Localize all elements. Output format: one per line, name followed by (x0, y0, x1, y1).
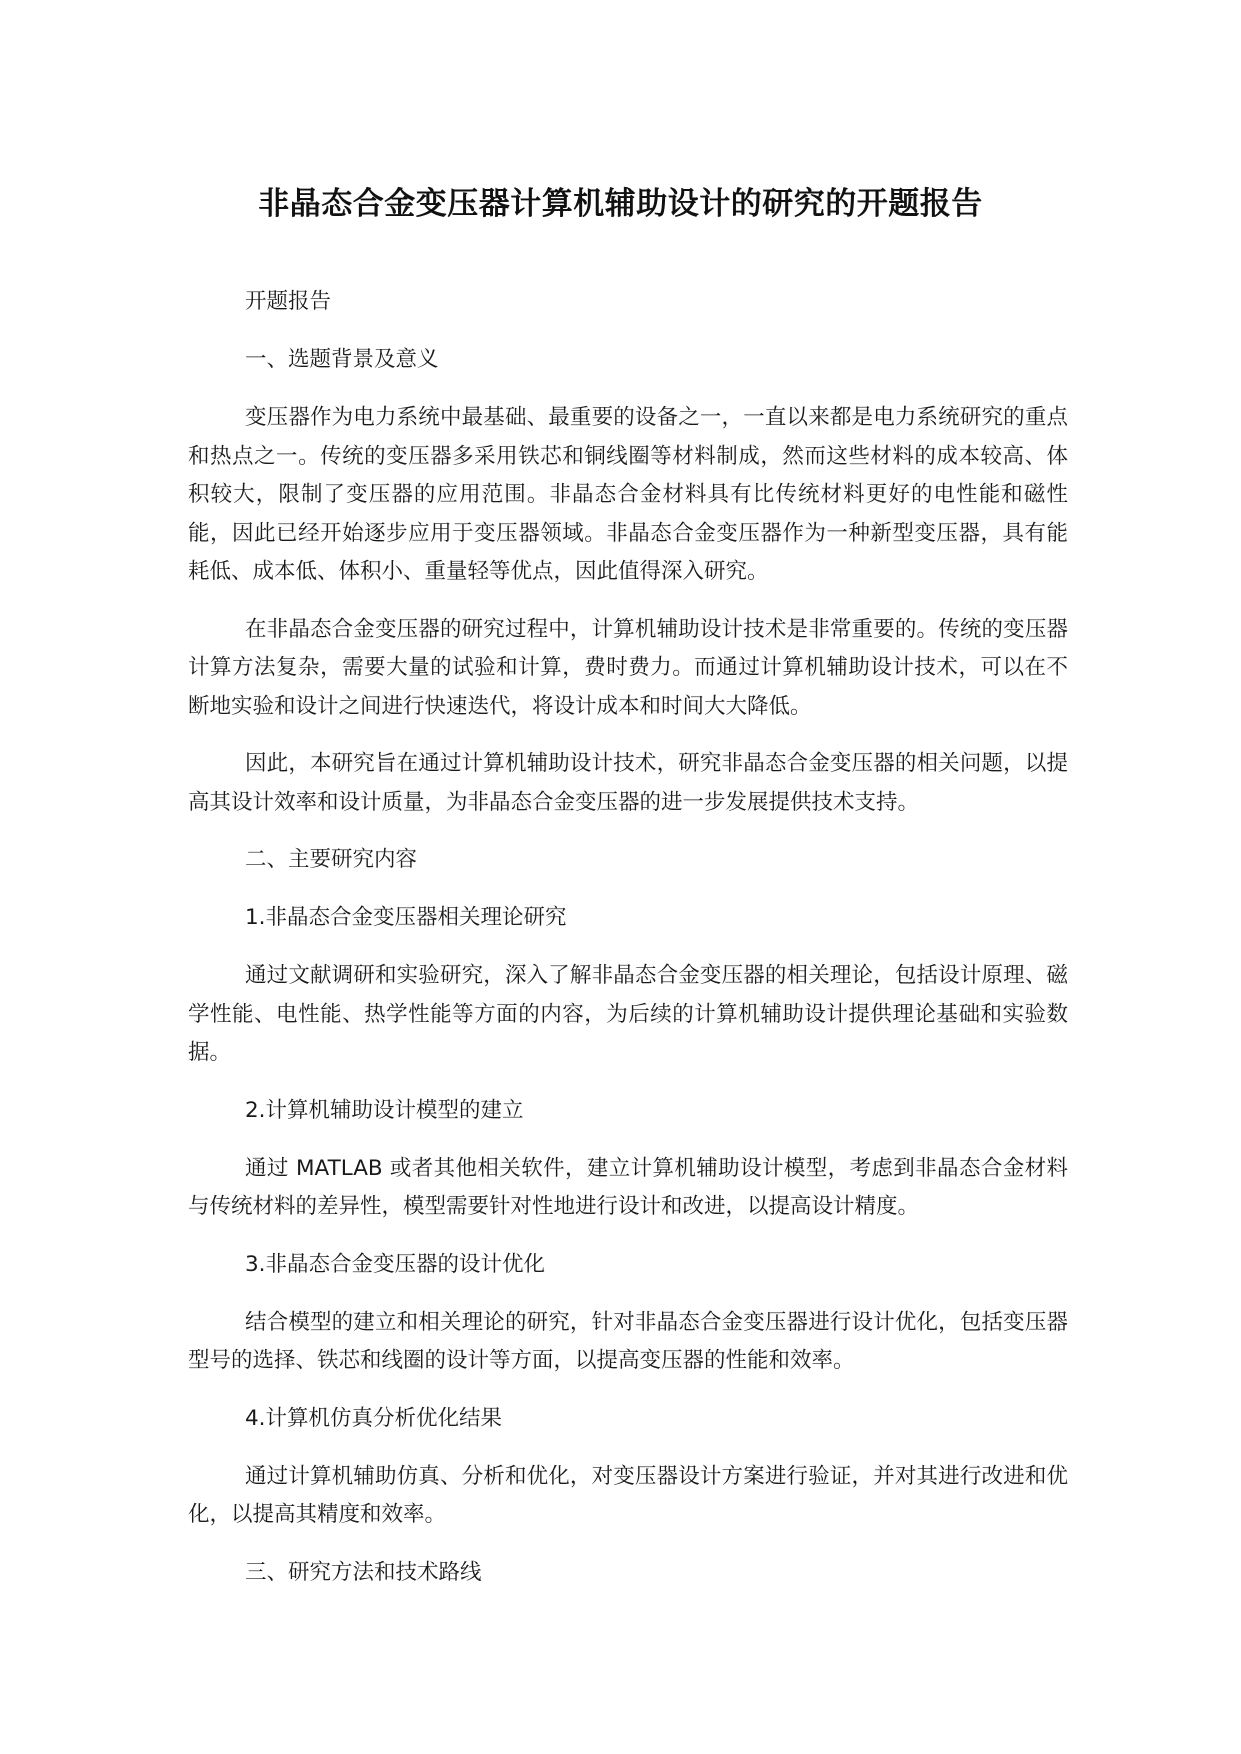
body-paragraph: 通过计算机辅助仿真、分析和优化，对变压器设计方案进行验证，并对其进行改进和优化，以提高其精度和效率。 (188, 1463, 1068, 1527)
body-paragraph: 变压器作为电力系统中最基础、最重要的设备之一，一直以来都是电力系统研究的重点和热点之一。传统的变压器多采用铁芯和铜线圈等材料制成，然而这些材料的成本较高、体积较大，限制了变压器的应用范围。非晶态合金材料具有比传统材料更好的电性能和磁性能，因此已经开始逐步应用于变压器领域。非晶态合金变压器作为一种新型变压器，具有能耗低、成本低、体积小、重量轻等优点，因此值得深入研究。 (188, 405, 1068, 584)
body-paragraph: 在非晶态合金变压器的研究过程中，计算机辅助设计技术是非常重要的。传统的变压器计算方法复杂，需要大量的试验和计算，费时费力。而通过计算机辅助设计技术，可以在不断地实验和设计之间进行快速迭代，将设计成本和时间大大降低。 (188, 616, 1068, 719)
section-heading: 三、研究方法和技术路线 (245, 1559, 482, 1585)
body-paragraph: 通过 MATLAB 或者其他相关软件，建立计算机辅助设计模型，考虑到非晶态合金材料与传统材料的差异性，模型需要针对性地进行设计和改进，以提高设计精度。 (188, 1155, 1068, 1219)
subsection-heading: 1.非晶态合金变压器相关理论研究 (245, 905, 567, 930)
section-heading: 一、选题背景及意义 (245, 347, 439, 372)
document-title: 非晶态合金变压器计算机辅助设计的研究的开题报告 (258, 186, 983, 222)
body-paragraph: 结合模型的建立和相关理论的研究，针对非晶态合金变压器进行设计优化，包括变压器型号的选择、铁芯和线圈的设计等方面，以提高变压器的性能和效率。 (188, 1309, 1068, 1373)
section-heading: 开题报告 (245, 289, 332, 314)
document-body (188, 283, 1068, 1612)
subsection-heading: 4.计算机仿真分析优化结果 (245, 1405, 503, 1431)
subsection-heading: 2.计算机辅助设计模型的建立 (245, 1097, 524, 1123)
section-heading: 二、主要研究内容 (245, 847, 418, 872)
body-paragraph: 因此，本研究旨在通过计算机辅助设计技术，研究非晶态合金变压器的相关问题，以提高其设计效率和设计质量，为非晶态合金变压器的进一步发展提供技术支持。 (188, 751, 1068, 815)
body-paragraph: 通过文献调研和实验研究，深入了解非晶态合金变压器的相关理论，包括设计原理、磁学性能、电性能、热学性能等方面的内容，为后续的计算机辅助设计提供理论基础和实验数据。 (188, 963, 1068, 1065)
subsection-heading: 3.非晶态合金变压器的设计优化 (245, 1251, 546, 1277)
